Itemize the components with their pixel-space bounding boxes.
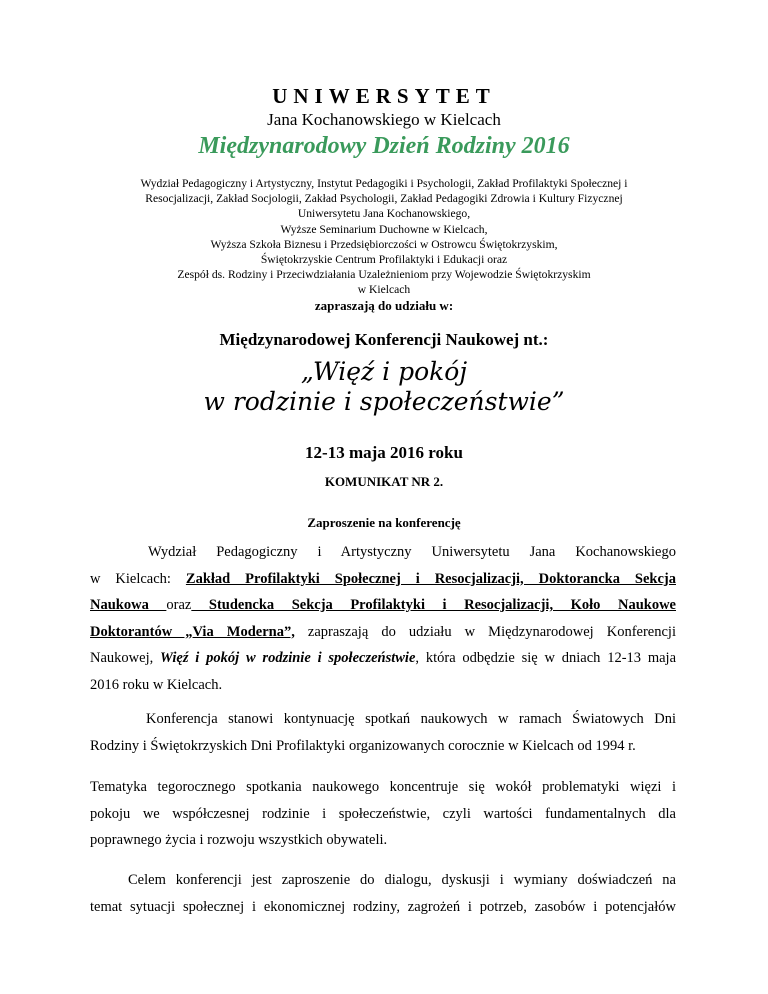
text-line bbox=[90, 619, 676, 646]
paragraph-invitation bbox=[90, 539, 676, 698]
organizers-list bbox=[60, 176, 708, 298]
organizer-line: Resocjalizacji, Zakład Socjologii, Zakład Psychologii, Zakład Pedagogiki Zdrowia i Kultury Fizycznej bbox=[145, 192, 623, 206]
organizer-line: Świętokrzyskie Centrum Profilaktyki i Edukacji oraz bbox=[260, 253, 508, 267]
conference-type: Międzynarodowej Konferencji Naukowej nt.: bbox=[219, 330, 549, 349]
text-line: Celem konferencji jest zaproszenie do dialogu, dyskusji i wymiany doświadczeń na bbox=[128, 872, 676, 888]
event-title: Międzynarodowy Dzień Rodziny 2016 bbox=[198, 133, 570, 159]
text-line: Tematyka tegorocznego spotkania naukowego koncentruje się wokół problematyki więzi i bbox=[90, 779, 676, 795]
organizer-line: w Kielcach bbox=[357, 283, 411, 297]
paragraph-continuation bbox=[90, 706, 676, 759]
conference-title-line: „Więź i pokój bbox=[300, 357, 468, 386]
conference-dates: 12-13 maja 2016 roku bbox=[305, 443, 463, 462]
organizer-highlight: Doktorantów „Via Moderna”, bbox=[90, 623, 295, 640]
invite-text: zapraszają do udziału w: bbox=[314, 298, 454, 313]
text-line bbox=[90, 645, 676, 672]
text-line: temat sytuacji społecznej i ekonomicznej rodziny, zagrożeń i potrzeb, zasobów i potencjałów bbox=[90, 898, 676, 915]
organizer-line: Wydział Pedagogiczny i Artystyczny, Instytut Pedagogiki i Psychologii, Zakład Profilaktyki Społecznej i bbox=[140, 177, 628, 190]
text-line: 2016 roku w Kielcach. bbox=[90, 676, 223, 693]
organizer-line: Wyższe Seminarium Duchowne w Kielcach, bbox=[280, 222, 488, 236]
text-segment: zapraszają do udziału w Międzynarodowej Konferencji bbox=[294, 623, 676, 640]
text-line: Rodziny i Świętokrzyskich Dni Profilaktyki organizowanych corocznie w Kielcach od 1994 r. bbox=[90, 737, 636, 754]
text-line: Wydział Pedagogiczny i Artystyczny Uniwersytetu Jana Kochanowskiego bbox=[148, 544, 676, 560]
paragraph-topics bbox=[90, 774, 676, 854]
conference-title bbox=[0, 357, 768, 417]
text-segment: Naukowej, bbox=[90, 650, 161, 666]
university-subtitle: Jana Kochanowskiego w Kielcach bbox=[267, 110, 501, 129]
university-name: UNIWERSYTET bbox=[272, 84, 496, 108]
organizer-line: Zespół ds. Rodziny i Przeciwdziałania Uzależnieniom przy Wojewodzie Świętokrzyskim bbox=[177, 268, 591, 282]
text-line bbox=[90, 592, 676, 619]
text-line: pokoju we współczesnej rodzinie i społeczeństwie, czyli wartości fundamentalnych dla bbox=[90, 805, 676, 822]
text-line bbox=[90, 566, 676, 593]
paragraph-goals bbox=[90, 867, 676, 920]
conference-title-line: w rodzinie i społeczeństwie” bbox=[203, 387, 565, 416]
organizer-line: Uniwersytetu Jana Kochanowskiego, bbox=[297, 207, 471, 221]
organizer-highlight: Naukowa bbox=[90, 597, 167, 613]
organizer-highlight: Studencka Sekcja Profilaktyki i Resocjalizacji, Koło Naukowe bbox=[191, 597, 676, 613]
text-segment: , która odbędzie się w dniach 12-13 maja bbox=[415, 650, 677, 666]
organizer-line: Wyższa Szkoła Biznesu i Przedsiębiorczości w Ostrowcu Świętokrzyskim, bbox=[210, 237, 558, 251]
text-line: Konferencja stanowi kontynuację spotkań naukowych w ramach Światowych Dni bbox=[146, 711, 676, 727]
conference-name-inline: Więź i pokój w rodzinie i społeczeństwie bbox=[160, 650, 416, 666]
text-segment: oraz bbox=[166, 597, 192, 613]
text-segment: w Kielcach: bbox=[90, 570, 186, 587]
text-line: poprawnego życia i rozwoju wszystkich obywateli. bbox=[90, 832, 388, 848]
organizer-highlight: Zakład Profilaktyki Społecznej i Resocjalizacji, Doktorancka Sekcja bbox=[185, 570, 676, 587]
communique-number: KOMUNIKAT NR 2. bbox=[324, 474, 444, 489]
invitation-heading: Zaproszenie na konferencję bbox=[307, 515, 461, 530]
